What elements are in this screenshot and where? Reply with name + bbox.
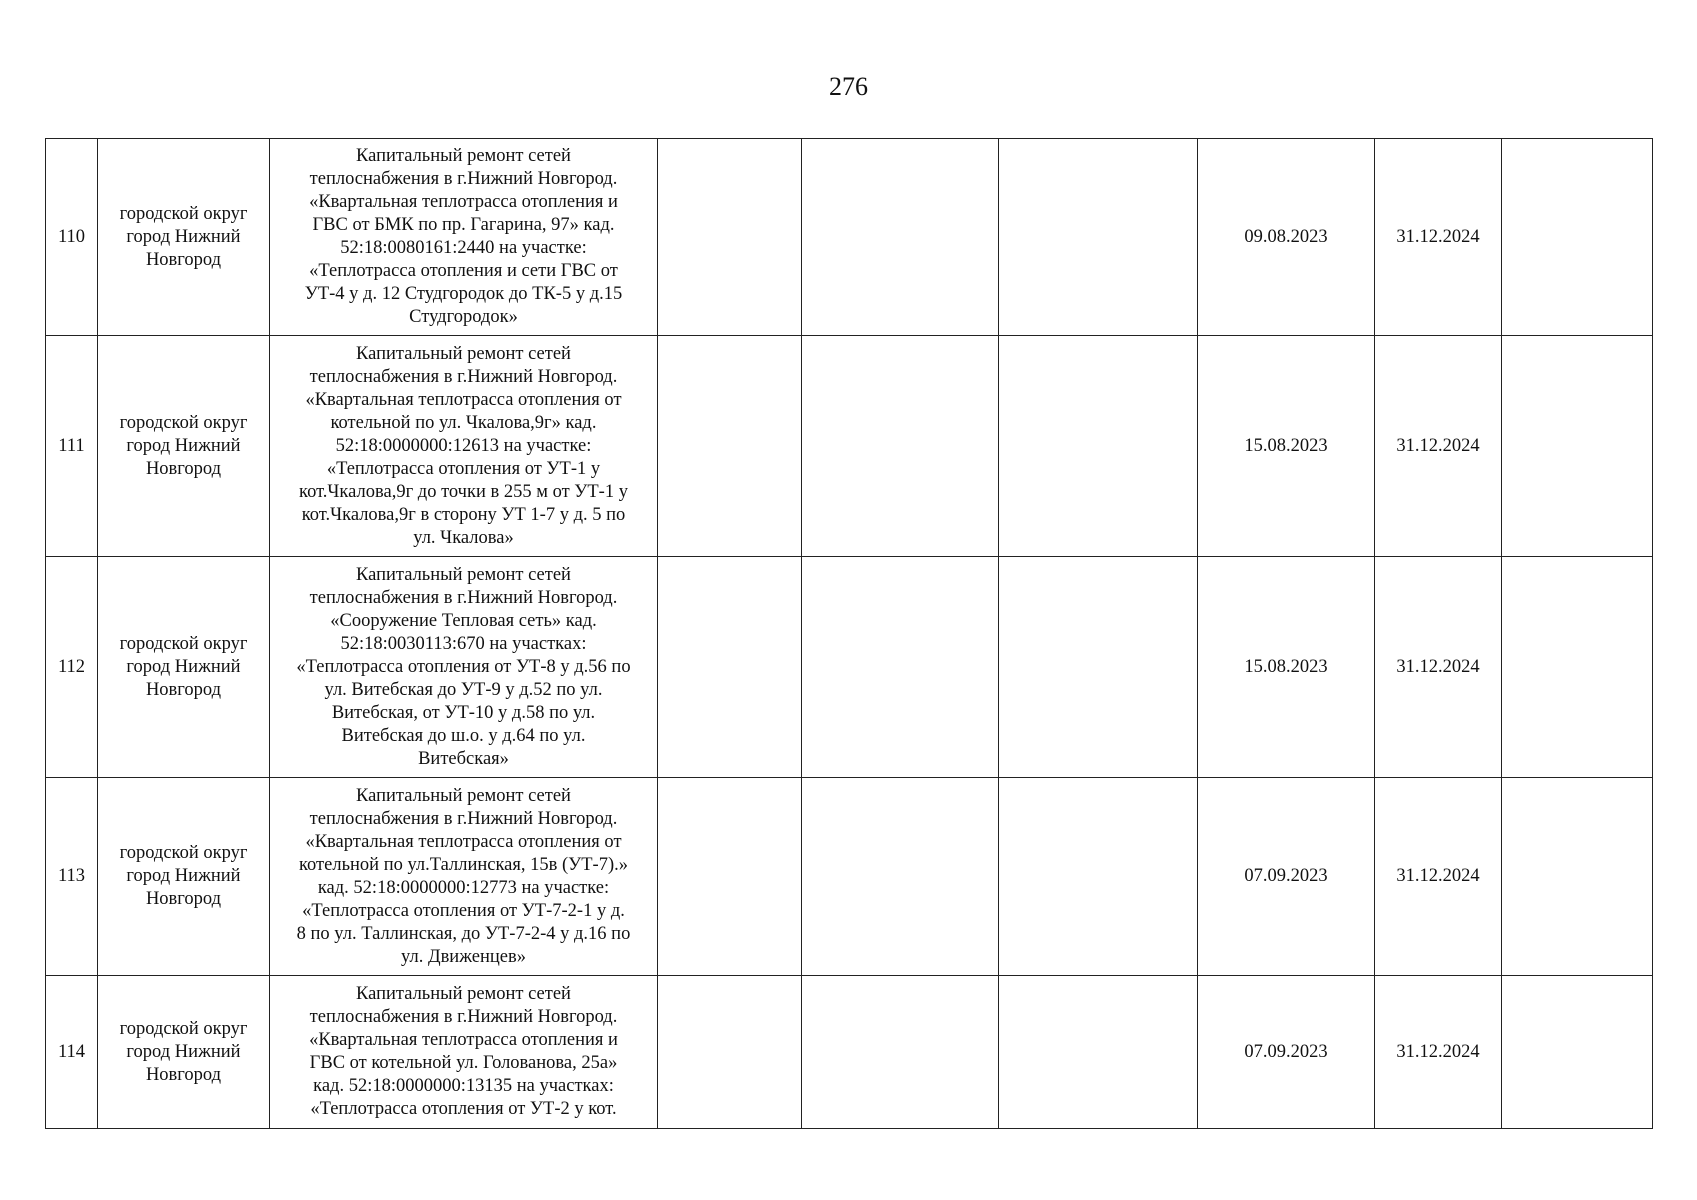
description-line: ул. Движенцев» — [401, 946, 526, 967]
empty-cell-4 — [1502, 778, 1653, 976]
description-line: «Квартальная теплотрасса отопления от — [305, 389, 622, 410]
empty-cell-2 — [802, 139, 999, 336]
municipality-cell — [98, 778, 270, 976]
description-line: теплоснабжения в г.Нижний Новгород. — [309, 366, 618, 387]
description-line: «Квартальная теплотрасса отопления от — [305, 831, 622, 852]
description-line: кот.Чкалова,9г до точки в 255 м от УТ-1 у — [299, 481, 628, 502]
empty-cell-1 — [658, 557, 802, 778]
empty-cell-1 — [658, 336, 802, 557]
municipality-line: Новгород — [145, 889, 222, 909]
start-date: 07.09.2023 — [1244, 1041, 1328, 1062]
empty-cell-1 — [658, 778, 802, 976]
empty-cell-1 — [658, 139, 802, 336]
description-line: теплоснабжения в г.Нижний Новгород. — [309, 1007, 618, 1027]
empty-cell-4 — [1502, 336, 1653, 557]
row-number-cell — [46, 778, 98, 976]
start-date-cell — [1198, 336, 1375, 557]
row-number: 114 — [57, 1041, 86, 1062]
description-line: Капитальный ремонт сетей — [356, 785, 571, 806]
municipality-line: Новгород — [145, 458, 222, 479]
municipality-line: город Нижний — [126, 1041, 241, 1062]
description-line: «Теплотрасса отопления от УТ-8 у д.56 по — [296, 656, 631, 677]
row-number-cell — [46, 976, 98, 1129]
end-date: 31.12.2024 — [1396, 866, 1480, 886]
empty-cell-1 — [658, 976, 802, 1129]
municipality-line: городской округ — [119, 843, 248, 863]
municipality-line: городской округ — [119, 412, 248, 433]
empty-cell-4 — [1502, 139, 1653, 336]
page-number: 276 — [829, 72, 868, 101]
table-row — [46, 976, 1653, 1129]
description-line: «Теплотрасса отопления от УТ-2 у кот. — [310, 1099, 617, 1119]
municipality-line: город Нижний — [126, 226, 241, 247]
table-row — [46, 336, 1653, 557]
end-date-cell — [1375, 139, 1502, 336]
row-number-cell — [46, 336, 98, 557]
description-line: ул. Чкалова» — [413, 527, 514, 548]
start-date: 15.08.2023 — [1244, 435, 1328, 456]
row-number: 113 — [57, 866, 86, 886]
end-date-cell — [1375, 976, 1502, 1129]
description-line: ул. Витебская до УТ-9 у д.52 по ул. — [324, 679, 603, 700]
end-date: 31.12.2024 — [1396, 656, 1480, 677]
description-line: Капитальный ремонт сетей — [356, 146, 571, 166]
description-line: кот.Чкалова,9г в сторону УТ 1-7 у д. 5 по — [301, 504, 626, 525]
description-line: теплоснабжения в г.Нижний Новгород. — [309, 169, 618, 189]
start-date-cell — [1198, 139, 1375, 336]
description-line: Витебская, от УТ-10 у д.58 по ул. — [331, 702, 596, 723]
municipality-line: городской округ — [119, 633, 248, 654]
empty-cell-3 — [999, 139, 1198, 336]
municipality-cell — [98, 336, 270, 557]
empty-cell-2 — [802, 976, 999, 1129]
description-cell — [270, 557, 658, 778]
empty-cell-4 — [1502, 976, 1653, 1129]
description-line: кад. 52:18:0000000:13135 на участках: — [313, 1076, 614, 1096]
row-number: 110 — [57, 226, 86, 247]
end-date: 31.12.2024 — [1396, 1041, 1480, 1062]
description-cell — [270, 139, 658, 336]
start-date: 09.08.2023 — [1244, 226, 1328, 247]
description-line: «Квартальная теплотрасса отопления и — [309, 1030, 618, 1050]
description-cell — [270, 778, 658, 976]
start-date-cell — [1198, 557, 1375, 778]
description-cell — [270, 976, 658, 1129]
municipality-line: город Нижний — [126, 866, 241, 886]
start-date-cell — [1198, 976, 1375, 1129]
municipality-cell — [98, 976, 270, 1129]
description-line: теплоснабжения в г.Нижний Новгород. — [309, 808, 618, 829]
end-date-cell — [1375, 336, 1502, 557]
description-line: ГВС от БМК по пр. Гагарина, 97» кад. — [312, 215, 615, 235]
row-number-cell — [46, 557, 98, 778]
municipality-cell — [98, 139, 270, 336]
description-line: 8 по ул. Таллинская, до УТ-7-2-4 у д.16 по — [296, 923, 631, 944]
description-line: кад. 52:18:0000000:12773 на участке: — [317, 877, 610, 898]
description-line: 52:18:0030113:670 на участках: — [340, 633, 587, 654]
end-date: 31.12.2024 — [1396, 226, 1480, 247]
row-number-cell — [46, 139, 98, 336]
description-line: «Квартальная теплотрасса отопления и — [309, 192, 618, 212]
empty-cell-2 — [802, 557, 999, 778]
municipality-line: городской округ — [119, 1018, 248, 1039]
description-line: Витебская» — [418, 748, 509, 769]
municipality-line: Новгород — [145, 249, 222, 270]
description-line: Капитальный ремонт сетей — [356, 343, 571, 364]
empty-cell-3 — [999, 976, 1198, 1129]
description-cell — [270, 336, 658, 557]
description-line: ГВС от котельной ул. Голованова, 25а» — [309, 1053, 618, 1073]
end-date: 31.12.2024 — [1396, 435, 1480, 456]
description-line: «Теплотрасса отопления от УТ-1 у — [326, 458, 601, 479]
works-table — [45, 138, 1653, 1129]
municipality-line: город Нижний — [126, 435, 241, 456]
table-row — [46, 557, 1653, 778]
end-date-cell — [1375, 778, 1502, 976]
start-date: 07.09.2023 — [1244, 866, 1328, 886]
empty-cell-3 — [999, 336, 1198, 557]
description-line: «Сооружение Тепловая сеть» кад. — [330, 610, 597, 631]
description-line: котельной по ул. Чкалова,9г» кад. — [330, 412, 597, 433]
table-row — [46, 139, 1653, 336]
municipality-cell — [98, 557, 270, 778]
description-line: Капитальный ремонт сетей — [356, 984, 571, 1004]
description-line: «Теплотрасса отопления от УТ-7-2-1 у д. — [302, 900, 625, 921]
end-date-cell — [1375, 557, 1502, 778]
municipality-line: город Нижний — [126, 656, 241, 677]
empty-cell-4 — [1502, 557, 1653, 778]
description-line: «Теплотрасса отопления и сети ГВС от — [309, 261, 618, 281]
empty-cell-3 — [999, 778, 1198, 976]
table-row — [46, 778, 1653, 976]
description-line: Студгородок» — [409, 307, 518, 327]
description-line: УТ-4 у д. 12 Студгородок до ТК-5 у д.15 — [304, 284, 623, 304]
description-line: 52:18:0080161:2440 на участке: — [340, 238, 587, 258]
empty-cell-2 — [802, 336, 999, 557]
description-line: котельной по ул.Таллинская, 15в (УТ-7).» — [299, 854, 628, 875]
start-date: 15.08.2023 — [1244, 656, 1328, 677]
description-line: Витебская до ш.о. у д.64 по ул. — [341, 725, 586, 746]
row-number: 111 — [58, 435, 85, 456]
row-number: 112 — [57, 656, 86, 677]
empty-cell-2 — [802, 778, 999, 976]
municipality-line: Новгород — [145, 1064, 222, 1085]
description-line: Капитальный ремонт сетей — [356, 564, 571, 585]
empty-cell-3 — [999, 557, 1198, 778]
municipality-line: городской округ — [119, 203, 248, 224]
description-line: теплоснабжения в г.Нижний Новгород. — [309, 587, 618, 608]
description-line: 52:18:0000000:12613 на участке: — [335, 435, 592, 456]
municipality-line: Новгород — [145, 679, 222, 700]
start-date-cell — [1198, 778, 1375, 976]
